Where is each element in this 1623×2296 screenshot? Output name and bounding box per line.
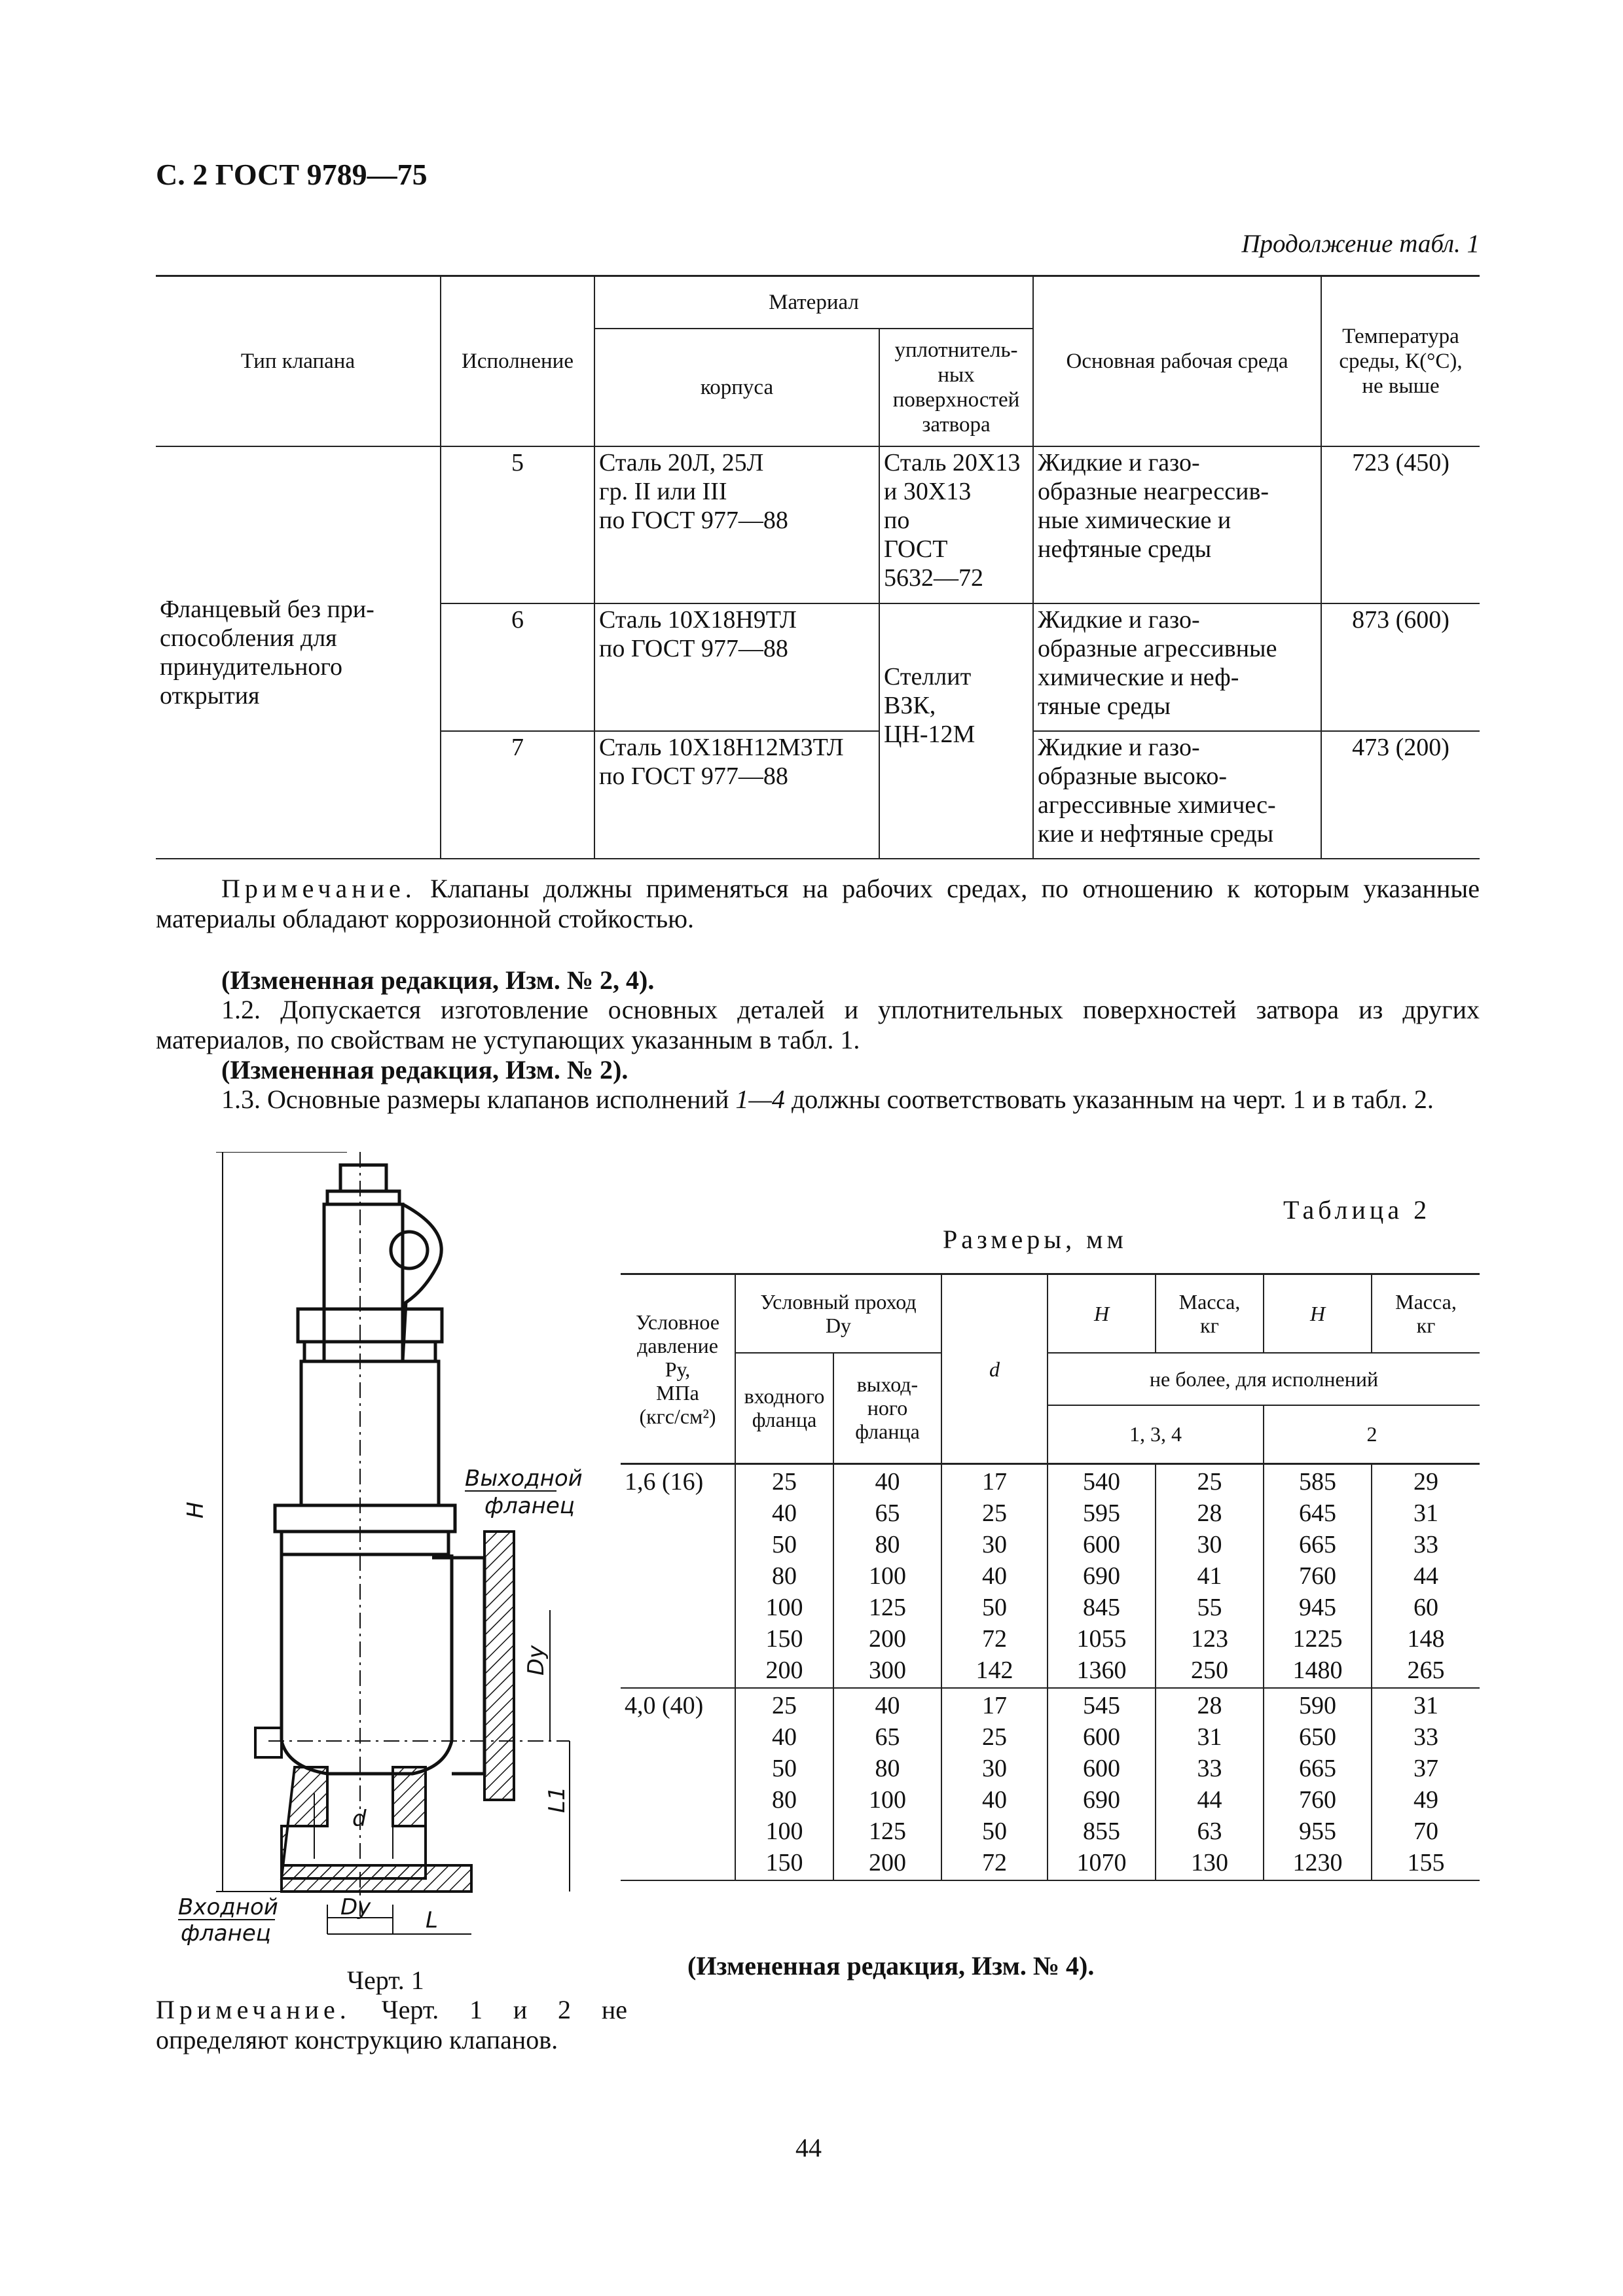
outlet-flange-label-2: фланец — [484, 1493, 575, 1519]
valve-drawing — [177, 1152, 622, 1950]
data-cell: 25 28 30 41 55 123 250 — [1156, 1464, 1264, 1689]
dim-L-label: L — [426, 1907, 438, 1933]
col-header-material: Материал — [594, 276, 1033, 329]
data-cell: 25 40 50 80 100 150 — [735, 1688, 833, 1880]
change-note-1: (Измененная редакция, Изм. № 2, 4). — [221, 965, 655, 995]
data-cell: 29 31 33 44 60 148 265 — [1372, 1464, 1480, 1689]
col-header-seal: уплотнитель- ных поверхностей затвора — [879, 329, 1033, 446]
data-cell: 40 65 80 100 125 200 — [833, 1688, 941, 1880]
col-header-exec-2: 2 — [1264, 1405, 1480, 1464]
version-cell: 5 — [441, 446, 594, 603]
table-2-units: Размеры, мм — [943, 1225, 1127, 1254]
side-bolt — [255, 1728, 282, 1757]
col-header-outlet: выход- ного фланца — [833, 1353, 941, 1464]
paragraph-1-3: 1.3. Основные размеры клапанов исполнений 1—4 должны соответствовать указанным на черт. 1 и в табл. 2. — [221, 1085, 1434, 1114]
paragraph-1-2: 1.2. Допускается изготовление основных деталей и уплотнительных поверхностей затвора из других материалов, по свойствам не уступающих указанным в табл. 1. — [156, 995, 1480, 1054]
valve-outline — [275, 1165, 484, 1774]
col-header-medium: Основная рабочая среда — [1033, 276, 1321, 446]
data-cell: 40 65 80 100 125 200 300 — [833, 1464, 941, 1689]
type-cell: Фланцевый без при- способления для принудительного открытия — [156, 446, 441, 859]
version-cell: 7 — [441, 731, 594, 859]
col-header-mass2: Масса, кг — [1372, 1274, 1480, 1353]
materials-table — [156, 275, 1480, 859]
body-cell: Сталь 10Х18Н12М3ТЛ по ГОСТ 977—88 — [594, 731, 879, 859]
pressure-cell: 1,6 (16) — [621, 1464, 735, 1689]
col-header-temp: Температура среды, К(°С), не выше — [1321, 276, 1480, 446]
dimensions-table — [621, 1273, 1480, 1881]
page-header: С. 2 ГОСТ 9789—75 — [156, 158, 428, 191]
table-row — [621, 1464, 1480, 1689]
change-note-2: (Измененная редакция, Изм. № 2). — [221, 1055, 629, 1085]
page-number: 44 — [795, 2133, 822, 2162]
pressure-cell: 4,0 (40) — [621, 1688, 735, 1880]
body-cell: Сталь 20Л, 25Л гр. II или III по ГОСТ 977—88 — [594, 446, 879, 603]
col-header-nomore: не более, для исполнений — [1048, 1353, 1480, 1405]
dim-d-label: d — [352, 1806, 367, 1832]
col-header-H1: H — [1048, 1274, 1156, 1353]
data-cell: 17 25 30 40 50 72 142 — [941, 1464, 1048, 1689]
seal-cell: Сталь 20Х13 и 30Х13 по ГОСТ 5632—72 — [879, 446, 1033, 603]
dim-H-label: H — [183, 1501, 209, 1518]
col-header-version: Исполнение — [441, 276, 594, 446]
medium-cell: Жидкие и газо- образные агрессивные химические и неф- тяные среды — [1033, 603, 1321, 731]
body-cell: Сталь 10Х18Н9ТЛ по ГОСТ 977—88 — [594, 603, 879, 731]
col-header-exec-1: 1, 3, 4 — [1048, 1405, 1264, 1464]
table-row — [621, 1688, 1480, 1880]
data-cell: 545 600 600 690 855 1070 — [1048, 1688, 1156, 1880]
table-continuation-label: Продолжение табл. 1 — [1241, 230, 1480, 258]
data-cell: 540 595 600 690 845 1055 1360 — [1048, 1464, 1156, 1689]
col-header-pressure: Условное давление Pу, МПа (кгс/см²) — [621, 1274, 735, 1464]
dim-L1-label: L1 — [544, 1786, 570, 1813]
data-cell: 17 25 30 40 50 72 — [941, 1688, 1048, 1880]
change-note-3: (Измененная редакция, Изм. № 4). — [687, 1951, 1095, 1981]
data-cell: 590 650 665 760 955 1230 — [1264, 1688, 1372, 1880]
dimension-lines — [216, 1152, 570, 1934]
note-1: Примечание. Клапаны должны применяться на рабочих средах, по отношению к которым указанные материалы обладают коррозионной стойкостью. — [156, 874, 1480, 933]
inlet-flange-label-2: фланец — [181, 1920, 271, 1946]
outlet-flange-label-1: Выходной — [465, 1465, 583, 1492]
outlet-flange-section — [484, 1532, 514, 1800]
medium-cell: Жидкие и газо- образные неагрессив- ные химические и нефтяные среды — [1033, 446, 1321, 603]
col-header-d: d — [941, 1274, 1048, 1464]
temp-cell: 473 (200) — [1321, 731, 1480, 859]
table-2-title: Таблица 2 — [1283, 1195, 1431, 1225]
col-header-inlet: входного фланца — [735, 1353, 833, 1464]
dim-Dy2-label: Dу — [340, 1894, 371, 1920]
col-header-H2: H — [1264, 1274, 1372, 1353]
col-header-passage: Условный проход Dу — [735, 1274, 941, 1353]
data-cell: 28 31 33 44 63 130 — [1156, 1688, 1264, 1880]
data-cell: 31 33 37 49 70 155 — [1372, 1688, 1480, 1880]
inlet-flange-label-1: Входной — [178, 1894, 278, 1920]
drawing-caption: Черт. 1 — [347, 1965, 424, 1995]
seal-shared-cell: Стеллит ВЗК, ЦН-12М — [879, 603, 1033, 859]
note-2: Примечание. Черт. 1 и 2 не определяют конструкцию клапанов. — [156, 1995, 627, 2054]
data-cell: 25 40 50 80 100 150 200 — [735, 1464, 833, 1689]
col-header-body: корпуса — [594, 329, 879, 446]
temp-cell: 723 (450) — [1321, 446, 1480, 603]
col-header-mass1: Масса, кг — [1156, 1274, 1264, 1353]
version-cell: 6 — [441, 603, 594, 731]
medium-cell: Жидкие и газо- образные высоко- агрессивные химичес- кие и нефтяные среды — [1033, 731, 1321, 859]
data-cell: 585 645 665 760 945 1225 1480 — [1264, 1464, 1372, 1689]
col-header-type: Тип клапана — [156, 276, 441, 446]
dim-Dy-label: Dу — [523, 1645, 549, 1676]
table-row — [156, 446, 1480, 603]
temp-cell: 873 (600) — [1321, 603, 1480, 731]
